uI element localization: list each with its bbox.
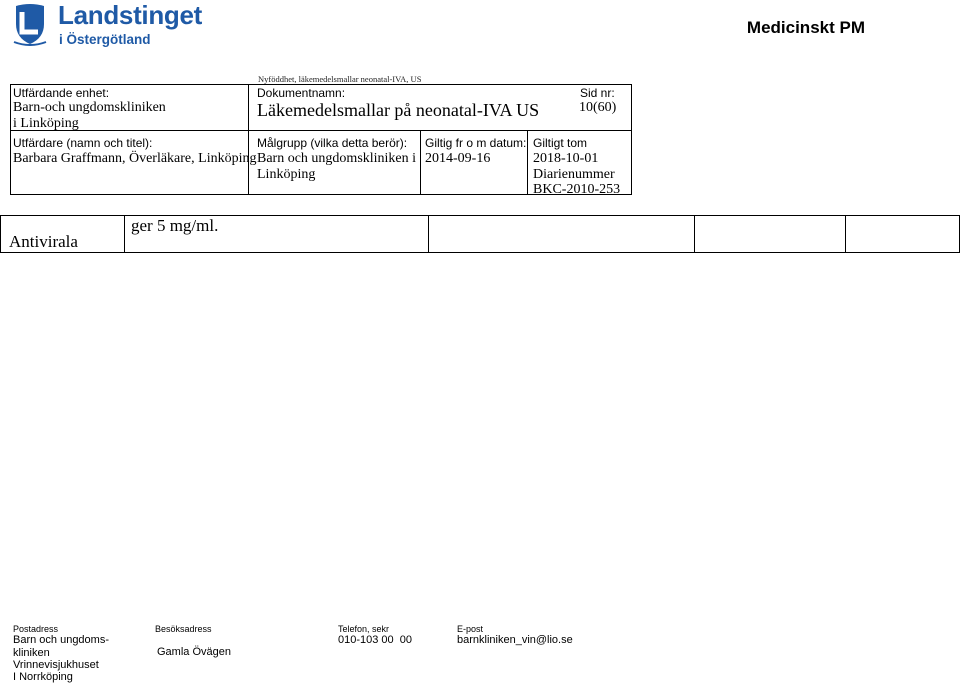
row-divider (845, 215, 846, 253)
visit-address-label: Besöksadress (155, 624, 212, 634)
organization-logo (10, 0, 203, 48)
document-header-table (10, 84, 632, 195)
document-type: Medicinskt PM (746, 18, 865, 37)
issuer-label: Utfärdare (namn och titel): (13, 136, 153, 150)
issuing-unit-value-cont: i Linköping (13, 116, 79, 131)
dose-text-cell: ger 5 mg/ml. (131, 216, 219, 235)
postal-address-line: kliniken (13, 647, 50, 659)
issuing-unit-label: Utfärdande enhet: (13, 86, 110, 100)
issuing-unit-value: Barn-och ungdomskliniken (13, 100, 166, 115)
postal-address-label: Postadress (13, 624, 59, 634)
row-divider (428, 215, 429, 253)
row-divider (694, 215, 695, 253)
postal-address-line: I Norrköping (13, 671, 73, 683)
table-border-top (10, 84, 632, 85)
row-divider (124, 215, 125, 253)
row-divider (0, 215, 1, 253)
row-border-bottom (0, 252, 960, 253)
table-border-left (10, 84, 11, 195)
category-cell: Antivirala (9, 232, 78, 251)
table-col-divider (420, 130, 421, 195)
doc-name-label: Dokumentnamn: (257, 86, 346, 100)
postal-address-line: Vrinnevisjukhuset (13, 659, 99, 671)
phone-value: 010-103 00 00 (338, 634, 413, 646)
content-table-row (0, 215, 960, 253)
target-group-value-cont: Linköping (257, 167, 316, 182)
valid-to-label: Giltigt tom (533, 136, 588, 150)
table-row-divider (10, 130, 632, 131)
issuer-value: Barbara Graffmann, Överläkare, Linköping (13, 151, 257, 166)
diary-number-value: BKC-2010-253 (533, 182, 621, 197)
target-group-label: Målgrupp (vilka detta berör): (257, 136, 408, 150)
table-col-divider (527, 130, 528, 195)
logo-name: Landstinget (58, 0, 203, 30)
valid-from-label: Giltig fr o m datum: (425, 136, 527, 150)
header-note: Nyföddhet, läkemedelsmallar neonatal-IVA, US (258, 74, 422, 84)
logo-subtitle: i Östergötland (59, 32, 151, 47)
visit-address-value: Gamla Övägen (157, 646, 231, 658)
valid-from-value: 2014-09-16 (425, 151, 491, 166)
diary-number-label: Diarienummer (533, 167, 615, 182)
postal-address-line: Barn och ungdoms- (13, 634, 109, 646)
email-label: E-post (457, 624, 484, 634)
landstinget-logo-icon (10, 2, 50, 46)
page-number-label: Sid nr: (580, 86, 615, 100)
phone-label: Telefon, sekr (338, 624, 390, 634)
email-value: barnkliniken_vin@lio.se (457, 634, 573, 646)
valid-to-value: 2018-10-01 (533, 151, 599, 166)
table-col-divider (248, 84, 249, 195)
table-border-right (631, 84, 632, 195)
page-number-value: 10(60) (579, 100, 617, 115)
target-group-value: Barn och ungdomskliniken i (257, 151, 417, 166)
doc-name-value: Läkemedelsmallar på neonatal-IVA US (257, 100, 540, 120)
